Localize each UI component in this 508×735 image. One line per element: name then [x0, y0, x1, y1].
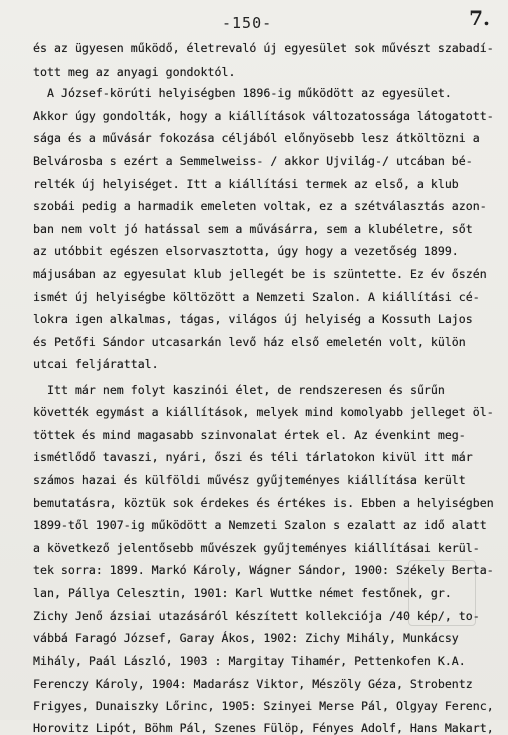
text-line: utcai feljárattal.	[33, 357, 159, 371]
text-line: relték új helyiséget. Itt a kiállítási termek az első, a klub	[33, 177, 459, 191]
text-line: számos hazai és külföldi művész gyűjteményes kiállítása került	[33, 473, 466, 487]
text-line: bemutatásra, köztük sok érdekes és értékes is. Ebben a helyiségben	[33, 496, 494, 510]
text-line: vábbá Faragó József, Garay Ákos, 1902: Zichy Mihály, Munkácsy	[33, 631, 459, 645]
text-line: Mihály, Paál László, 1903 : Margitay Tihamér, Pettenkofen K.A.	[33, 654, 466, 668]
text-line: Akkor úgy gondolták, hogy a kiállítások változatossága látogatott-	[33, 109, 494, 123]
text-line: Zichy Jenő ázsiai utazásáról készített kollekciója /40 kép/, to-	[33, 609, 480, 623]
text-line: az utóbbit egészen elsorvasztotta, úgy hogy a vezetőség 1899.	[33, 244, 459, 258]
page-number: -150-	[222, 14, 273, 32]
folio-number: 7.	[469, 6, 490, 30]
text-line: Frigyes, Dunaiszky Lőrinc, 1905: Szinyei Merse Pál, Olgyay Ferenc,	[33, 699, 494, 713]
text-line: ismét új helyiségbe költözött a Nemzeti Szalon. A kiállítási cé-	[33, 290, 480, 304]
text-line: 1899-től 1907-ig működött a Nemzeti Szalon s ezalatt az idő alatt	[33, 518, 487, 532]
text-line: ismétlődő tavaszi, nyári, őszi és téli tárlatokon kivül itt már	[33, 450, 473, 464]
text-line: a következő jelentősebb művészek gyűjteményes kiállításai kerül-	[33, 541, 480, 555]
text-line: tek sorra: 1899. Markó Károly, Wágner Sándor, 1900: Székely Berta-	[33, 563, 494, 577]
text-line: Itt már nem folyt kaszinói élet, de rendszeresen és sűrűn	[47, 383, 445, 397]
text-line: Horovitz Lipót, Böhm Pál, Szenes Fülöp, Fényes Adolf, Hans Makart,	[33, 721, 494, 735]
text-line: töttek és mind magasabb szinvonalat értek el. Az évenkint meg-	[33, 428, 466, 442]
text-line: követték egymást a kiállítások, melyek mind komolyabb jelleget öl-	[33, 405, 494, 419]
text-line: lokra igen alkalmas, tágas, világos új helyiség a Kossuth Lajos	[33, 312, 473, 326]
text-line: májusában az egyesulat klub jellegét be is szüntette. Ez év őszén	[33, 267, 487, 281]
text-line: Ferenczy Károly, 1904: Madarász Viktor, Mészöly Géza, Strobentz	[33, 677, 473, 691]
text-line: ban nem volt jó hatással sem a művásárra, sem a klubéletre, sőt	[33, 222, 473, 236]
text-line: szobái pedig a harmadik emeleten voltak, ez a szétválasztás azon-	[33, 199, 487, 213]
text-line: A József-körúti helyiségben 1896-ig működött az egyesület.	[47, 86, 452, 100]
text-line: tott meg az anyagi gondoktól.	[33, 65, 236, 79]
text-line: lan, Pállya Celesztin, 1901: Karl Wuttke német festőnek, gr.	[33, 586, 452, 600]
text-line: és Petőfi Sándor utcasarkán levő ház első emeletén volt, külön	[33, 335, 466, 349]
text-line: és az ügyesen működő, életrevaló új egyesület sok művészt szabadí-	[33, 41, 494, 55]
text-line: Belvárosba s ezért a Semmelweiss- / akkor Ujvilág-/ utcában bé-	[33, 154, 473, 168]
text-line: sága és a művásár fokozása céljából előnyösebb lesz átköltözni a	[33, 131, 480, 145]
faint-archive-stamp	[408, 560, 476, 626]
